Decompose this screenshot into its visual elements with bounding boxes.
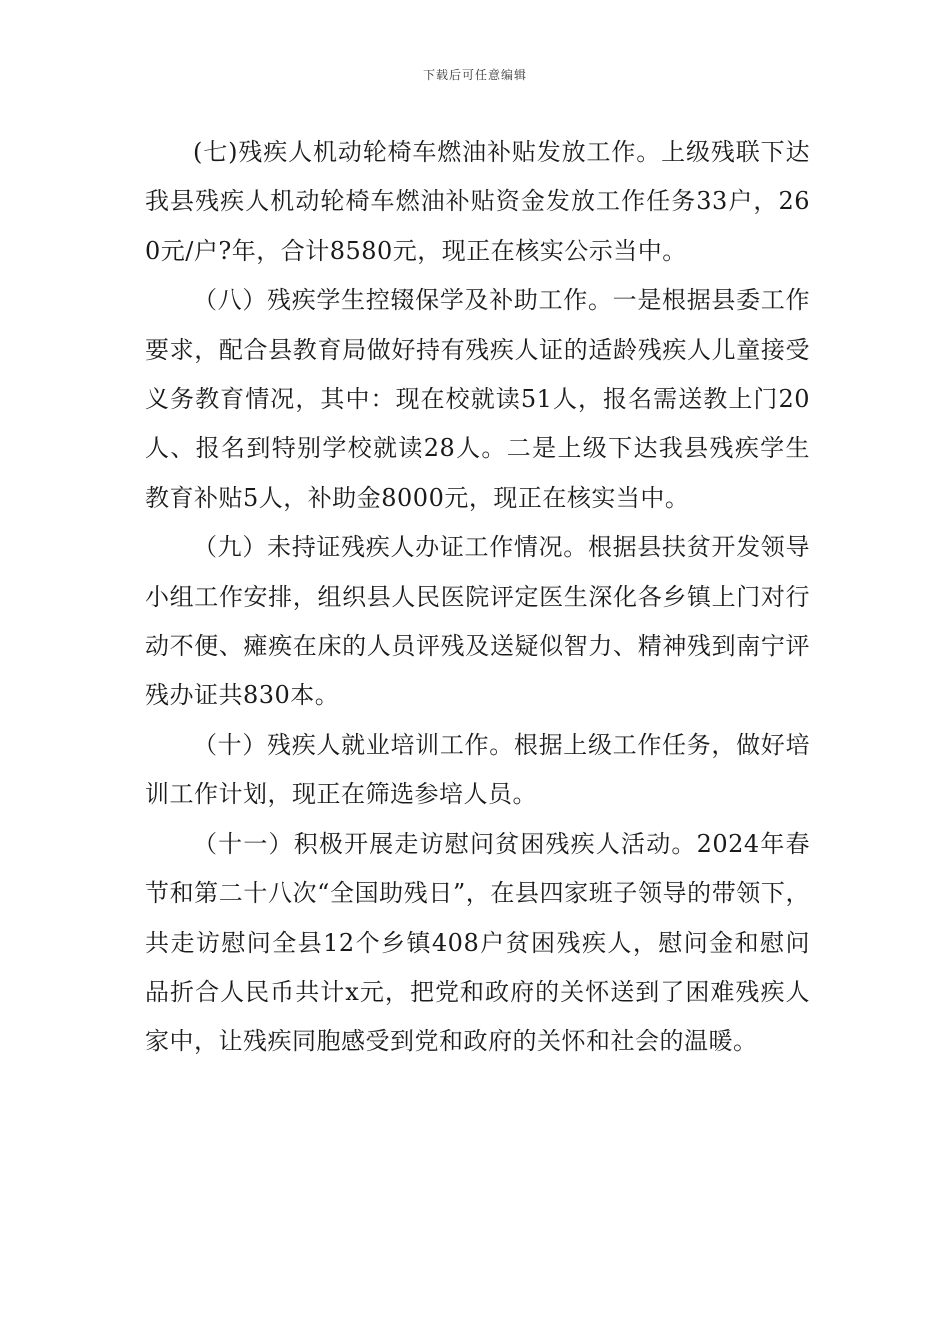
document-body	[145, 128, 810, 1067]
page-header: 下载后可任意编辑	[422, 68, 527, 82]
paragraph-wheelchair-fuel-subsidy: (七)残疾人机动轮椅车燃油补贴发放工作。上级残联下达我县残疾人机动轮椅车燃油补贴资金发放工作任务33户，260元/户?年，合计8580元，现正在核实公示当中。	[145, 138, 810, 265]
paragraph-disability-certification: （九）未持证残疾人办证工作情况。根据县扶贫开发领导小组工作安排，组织县人民医院评定医生深化各乡镇上门对行动不便、瘫痪在床的人员评残及送疑似智力、精神残到南宁评残办证共830本。	[145, 533, 810, 710]
paragraph-visiting-activities: （十一）积极开展走访慰问贫困残疾人活动。2024年春节和第二十八次“全国助残日”，在县四家班子领导的带领下，共走访慰问全县12个乡镇408户贫困残疾人，慰问金和慰问品折合人民币共计x元，把党和政府的关怀送到了困难残疾人家中，让残疾同胞感受到党和政府的关怀和社会的温暖。	[145, 829, 810, 1056]
paragraph-employment-training: （十）残疾人就业培训工作。根据上级工作任务，做好培训工作计划，现正在筛选参培人员。	[145, 730, 810, 809]
paragraph-student-education-aid: （八）残疾学生控辍保学及补助工作。一是根据县委工作要求，配合县教育局做好持有残疾人证的适龄残疾人儿童接受义务教育情况，其中：现在校就读51人，报名需送教上门20人、报名到特别学校就读28人。二是上级下达我县残疾学生教育补贴5人，补助金8000元，现正在核实当中。	[145, 286, 810, 512]
